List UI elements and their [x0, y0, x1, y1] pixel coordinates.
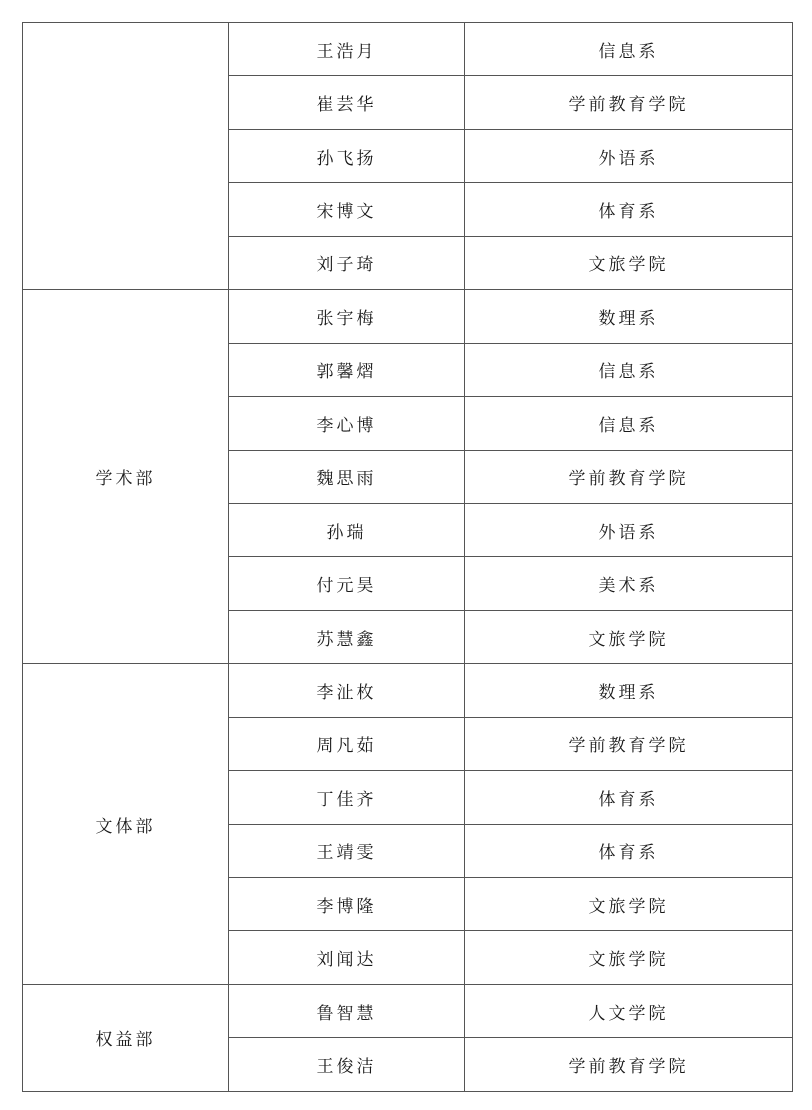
college-cell: 外语系	[465, 503, 793, 556]
member-name-cell: 崔芸华	[229, 76, 465, 129]
college-cell: 学前教育学院	[465, 1038, 793, 1092]
member-name-cell: 魏思雨	[229, 450, 465, 503]
college-cell: 学前教育学院	[465, 76, 793, 129]
department-cell: 学术部	[23, 290, 229, 664]
table-row	[23, 23, 793, 76]
member-name-cell: 张宇梅	[229, 290, 465, 343]
college-cell: 数理系	[465, 664, 793, 717]
roster-table	[22, 22, 793, 1092]
member-name-cell: 孙飞扬	[229, 129, 465, 182]
member-name-cell: 刘子琦	[229, 236, 465, 289]
member-name-cell: 李沚枚	[229, 664, 465, 717]
roster-body	[23, 23, 793, 1092]
member-name-cell: 周凡茹	[229, 717, 465, 770]
member-name-cell: 苏慧鑫	[229, 610, 465, 663]
member-name-cell: 刘闻达	[229, 931, 465, 984]
college-cell: 信息系	[465, 397, 793, 450]
college-cell: 文旅学院	[465, 878, 793, 931]
college-cell: 体育系	[465, 183, 793, 236]
member-name-cell: 宋博文	[229, 183, 465, 236]
college-cell: 信息系	[465, 23, 793, 76]
department-cell: 文体部	[23, 664, 229, 985]
college-cell: 文旅学院	[465, 610, 793, 663]
table-row	[23, 664, 793, 717]
college-cell: 数理系	[465, 290, 793, 343]
college-cell: 学前教育学院	[465, 450, 793, 503]
member-name-cell: 郭馨熠	[229, 343, 465, 396]
member-name-cell: 王浩月	[229, 23, 465, 76]
table-row	[23, 290, 793, 343]
college-cell: 体育系	[465, 771, 793, 824]
member-name-cell: 王俊洁	[229, 1038, 465, 1092]
college-cell: 文旅学院	[465, 236, 793, 289]
member-name-cell: 付元昊	[229, 557, 465, 610]
member-name-cell: 鲁智慧	[229, 984, 465, 1037]
department-cell: 权益部	[23, 984, 229, 1091]
member-name-cell: 李心博	[229, 397, 465, 450]
member-name-cell: 王靖雯	[229, 824, 465, 877]
college-cell: 学前教育学院	[465, 717, 793, 770]
college-cell: 体育系	[465, 824, 793, 877]
college-cell: 外语系	[465, 129, 793, 182]
member-name-cell: 李博隆	[229, 878, 465, 931]
member-name-cell: 丁佳齐	[229, 771, 465, 824]
college-cell: 美术系	[465, 557, 793, 610]
college-cell: 文旅学院	[465, 931, 793, 984]
department-cell	[23, 23, 229, 290]
college-cell: 人文学院	[465, 984, 793, 1037]
table-row	[23, 984, 793, 1037]
college-cell: 信息系	[465, 343, 793, 396]
member-name-cell: 孙瑞	[229, 503, 465, 556]
